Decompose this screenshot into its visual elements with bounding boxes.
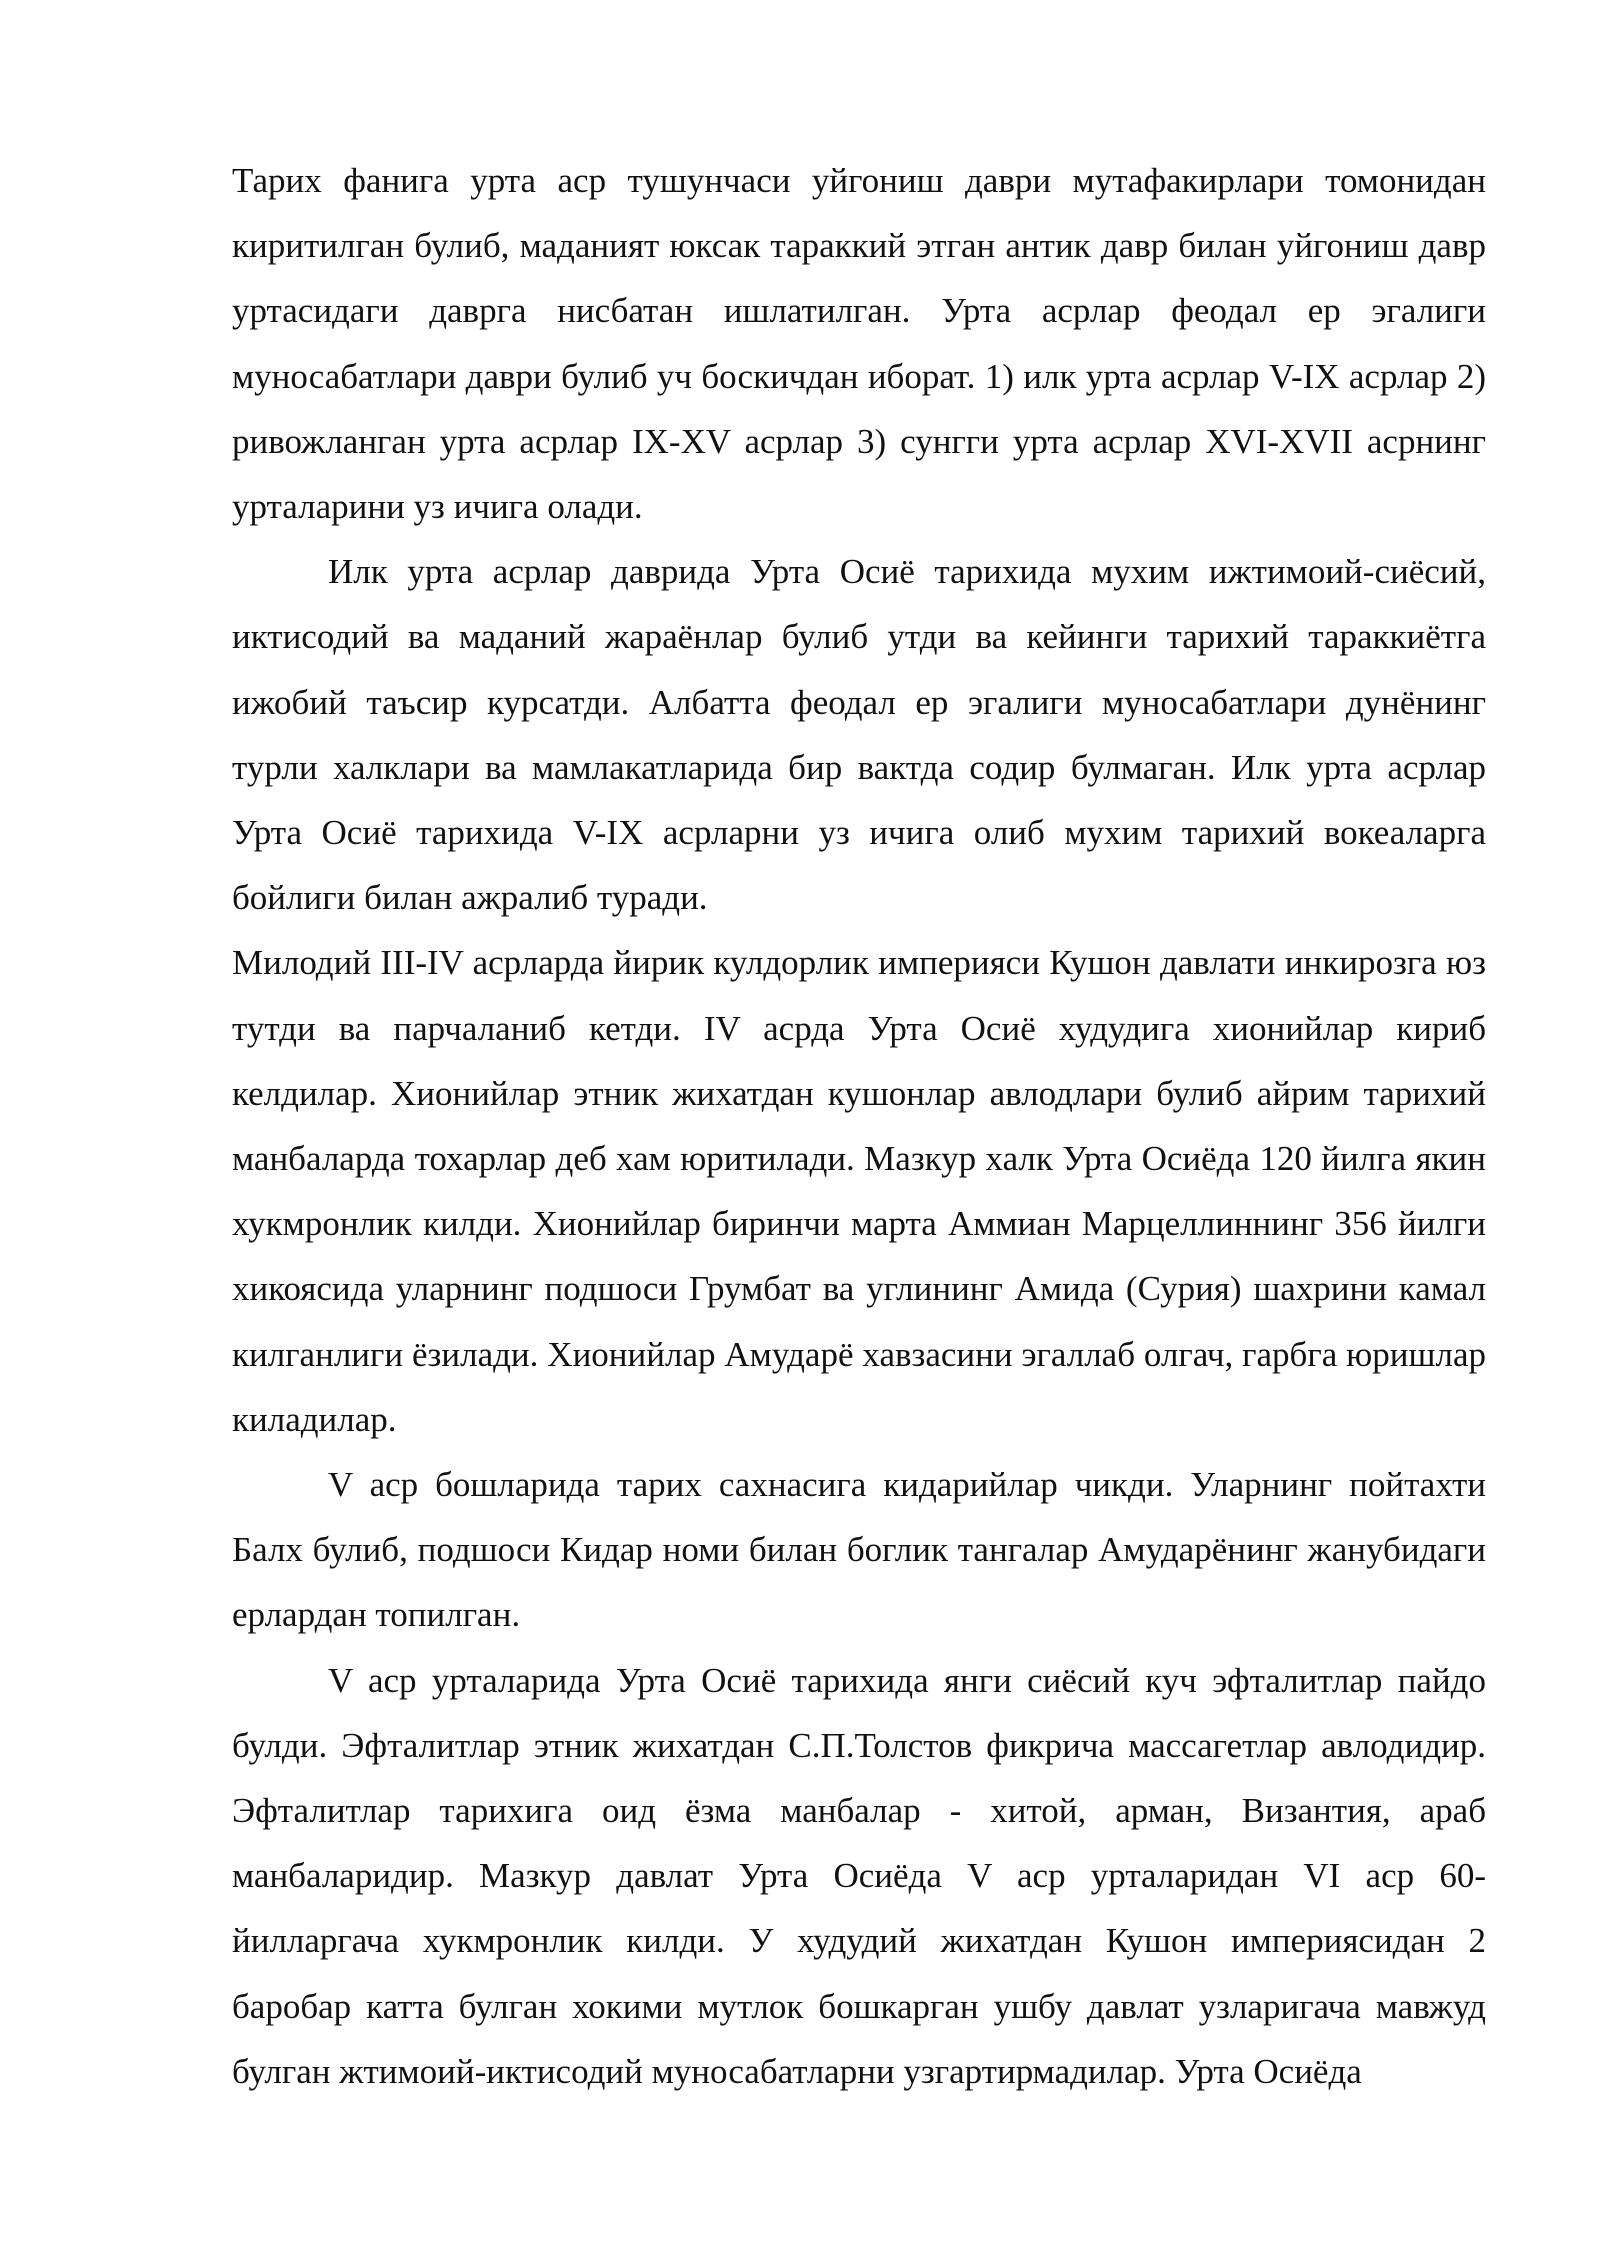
paragraph-1: Тарих фанига урта аср тушунчаси уйгониш даври мутафакирлари томонидан киритилган булиб, маданият юксак тараккий этган антик давр билан уйгониш давр уртасидаги даврга нисбатан ишлатилган. Урта асрлар феодал ер эгалиги муносабатлари даври булиб уч боскичдан иборат. 1) илк урта асрлар V-IX асрлар 2) ривожланган урта асрлар IX-XV асрлар 3) сунгги урта асрлар XVI-XVII асрнинг урталарини уз ичига олади. — [232, 161, 1486, 527]
document-body — [232, 148, 1486, 2104]
paragraph-3: Милодий III-IV асрларда йирик кулдорлик империяси Кушон давлати инкирозга юз тутди ва парчаланиб кетди. IV асрда Урта Осиё худудига хионийлар кириб келдилар. Хионийлар этник жихатдан кушонлар авлодлари булиб айрим тарихий манбаларда тохарлар деб хам юритилади. Мазкур халк Урта Осиёда 120 йилга якин хукмронлик килди. Хионийлар биринчи марта Аммиан Марцеллиннинг 356 йилги хикоясида уларнинг подшоси Грумбат ва углининг Амида (Сурия) шахрини камал килганлиги ёзилади. Хионийлар Амударё хавзасини эгаллаб олгач, гарбга юришлар киладилар. — [232, 943, 1486, 1439]
paragraph-4: V аср бошларида тарих сахнасига кидарийлар чикди. Уларнинг пойтахти Балх булиб, подшоси Кидар номи билан боглик тангалар Амударёнинг жанубидаги ерлардан топилган. — [232, 1465, 1486, 1635]
paragraph-5: V аср урталарида Урта Осиё тарихида янги сиёсий куч эфталитлар пайдо булди. Эфталитлар этник жихатдан С.П.Толстов фикрича массагетлар авлодидир. Эфталитлар тарихига оид ёзма манбалар - хитой, арман, Византия, араб манбаларидир. Мазкур давлат Урта Осиёда V аср урталаридан VI аср 60-йилларгача хукмронлик килди. У худудий жихатдан Кушон империясидан 2 баробар катта булган хокими мутлок бошкарган ушбу давлат узларигача мавжуд булган жтимоий-иктисодий муносабатларни узгартирмадилар. Урта Осиёда — [232, 1660, 1486, 2091]
paragraph-2: Илк урта асрлар даврида Урта Осиё тарихида мухим ижтимоий-сиёсий, иктисодий ва маданий жараёнлар булиб утди ва кейинги тарихий тараккиётга ижобий таъсир курсатди. Албатта феодал ер эгалиги муносабатлари дунёнинг турли халклари ва мамлакатларида бир вактда содир булмаган. Илк урта асрлар Урта Осиё тарихида V-IX асрларни уз ичига олиб мухим тарихий вокеаларга бойлиги билан ажралиб туради. — [232, 552, 1486, 918]
